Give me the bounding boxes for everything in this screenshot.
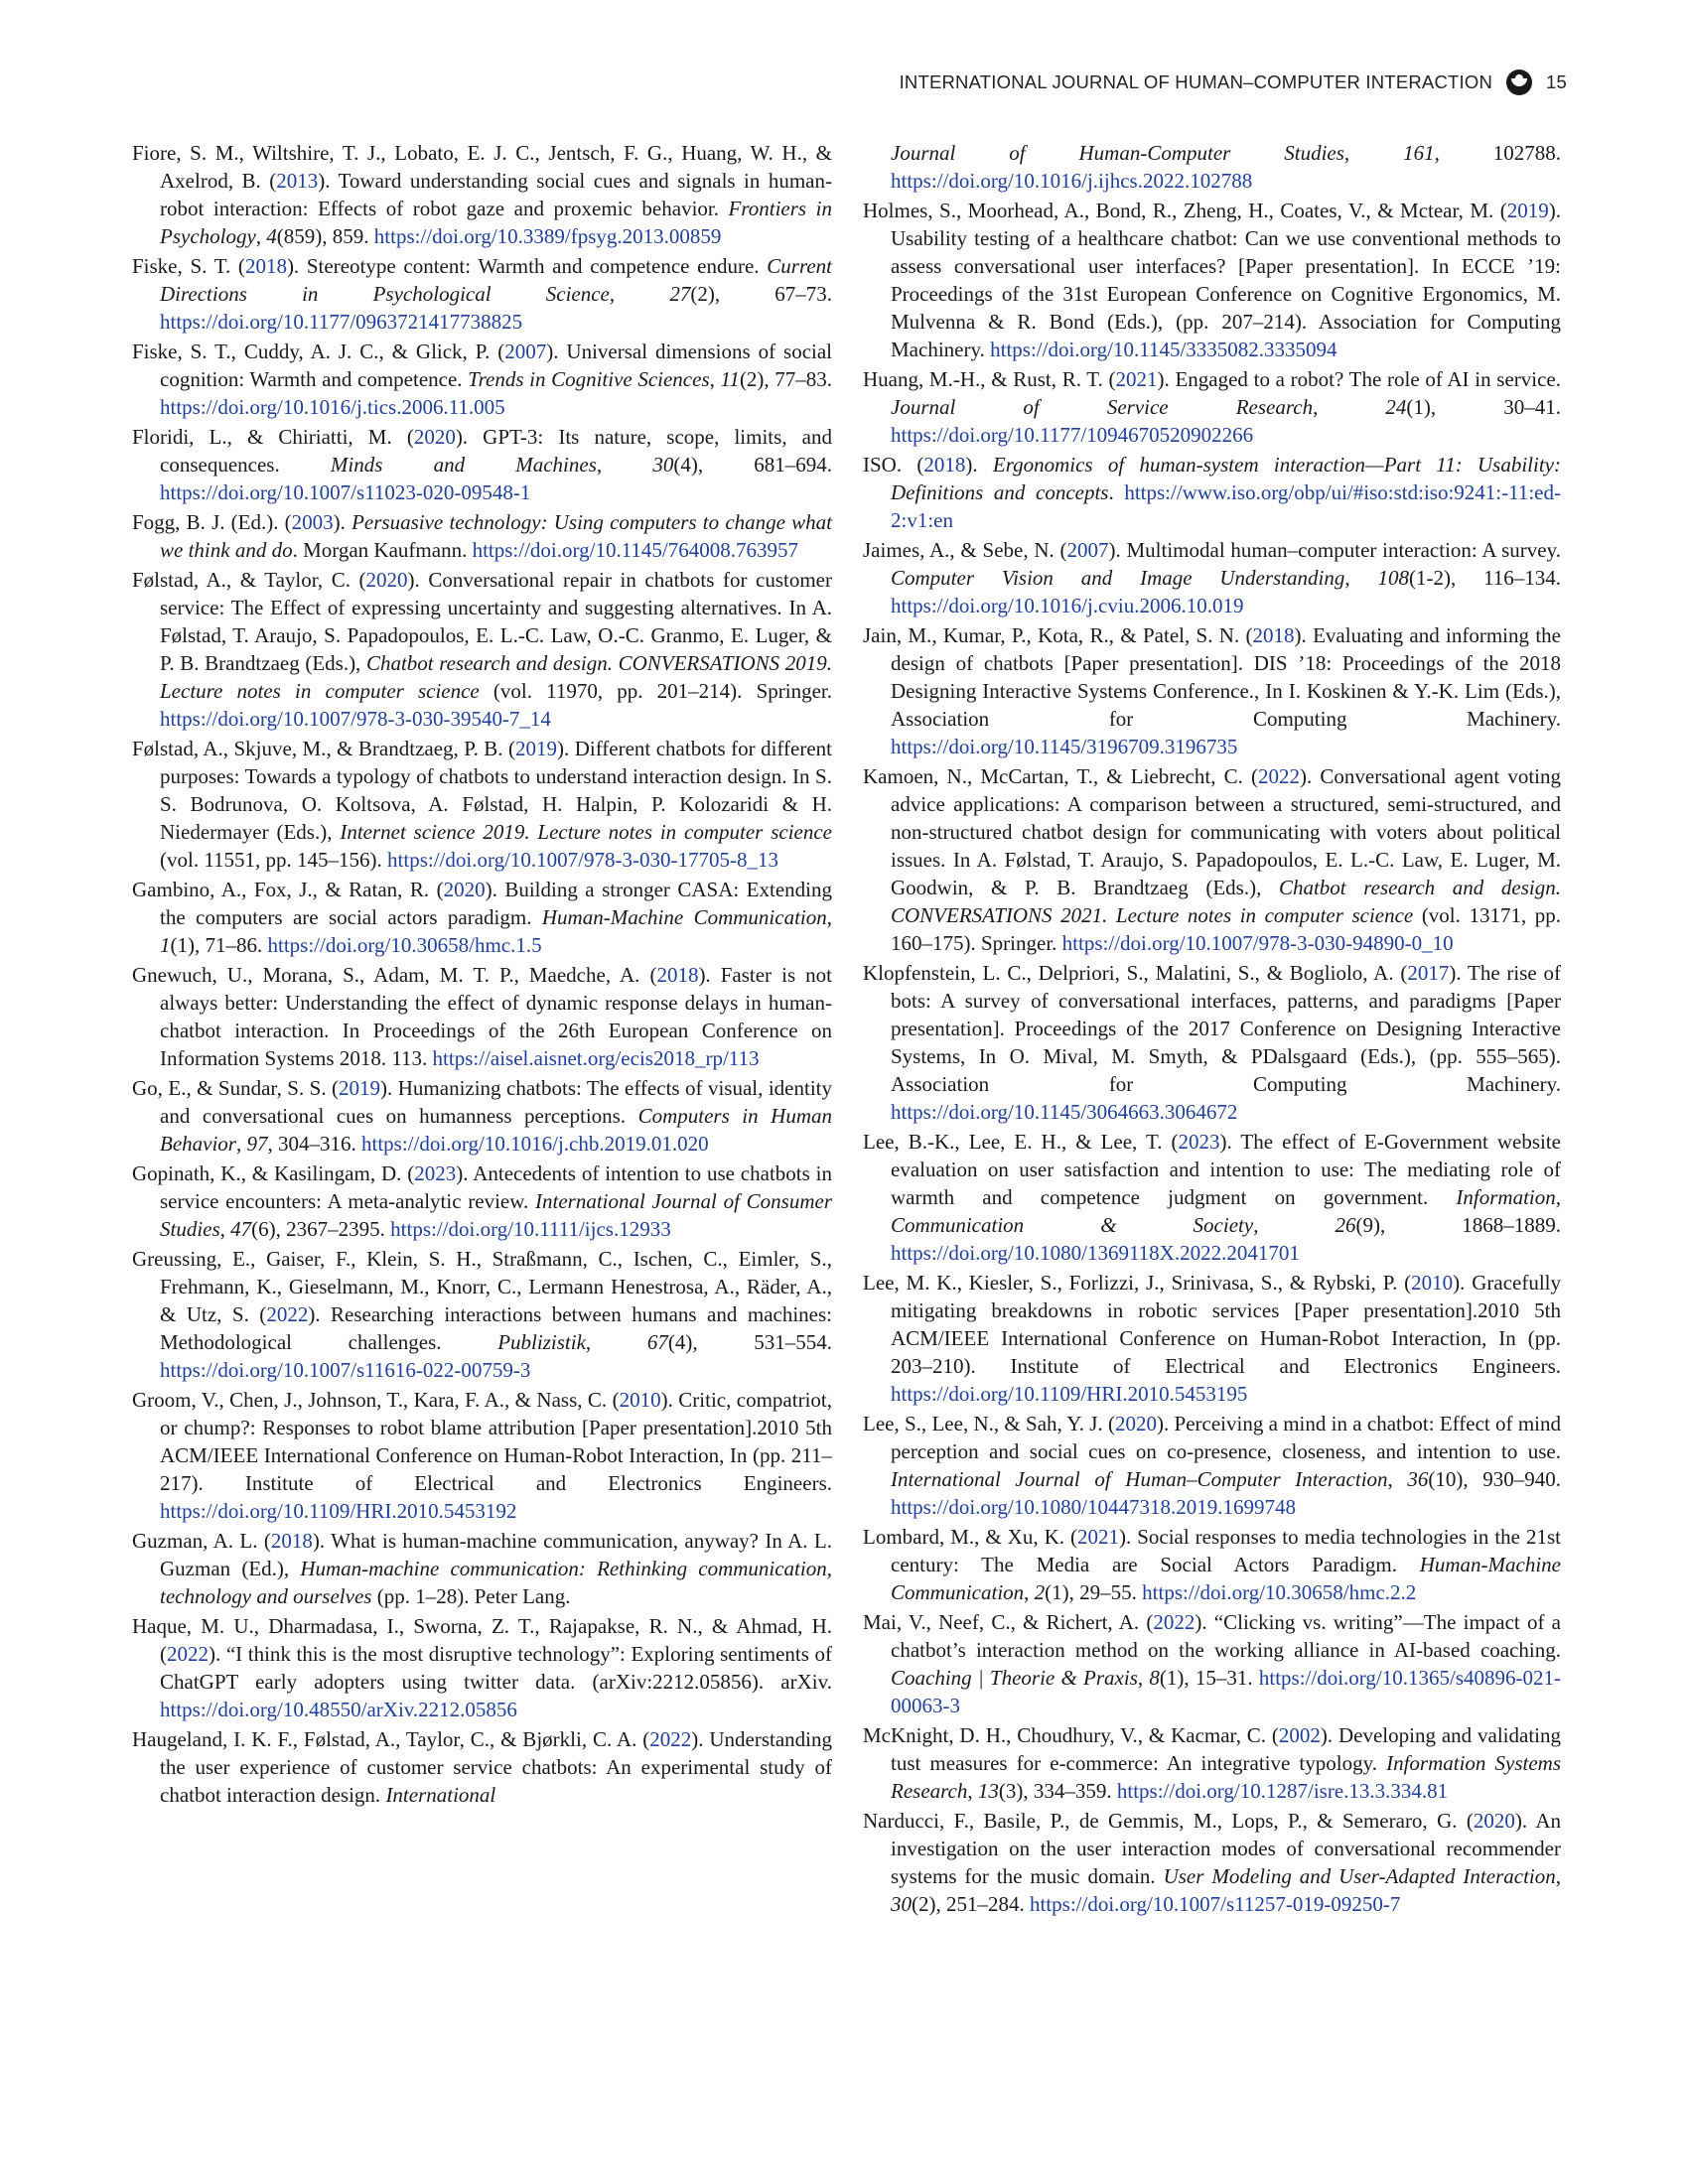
reference-venue: Human-Machine Communication — [541, 905, 827, 929]
reference-text: , — [1137, 1666, 1150, 1690]
reference-text: ). Universal dimensions of social cognition: Warmth and competence. — [160, 340, 833, 391]
reference-text: , 304–316. — [267, 1132, 361, 1156]
reference-entry — [863, 451, 1561, 534]
reference-year-link[interactable]: 2019 — [515, 737, 557, 760]
reference-text: , — [219, 1217, 231, 1241]
reference-entry — [863, 1721, 1561, 1805]
publisher-logo-icon — [1506, 69, 1532, 95]
reference-year-link[interactable]: 2023 — [1178, 1130, 1220, 1154]
reference-authors: Go, E., & Sundar, S. S. ( — [132, 1076, 340, 1100]
reference-authors: Lombard, M., & Xu, K. ( — [863, 1525, 1077, 1549]
reference-year-link[interactable]: 2018 — [244, 254, 287, 278]
reference-entry — [863, 1523, 1561, 1606]
reference-text: ). Conversational agent voting advice applications: A comparison between a structured, semi-structured, and non-structured chatbot design for communicating with voters about political issues. In A. Følstad, T. Araujo, S. Papadopoulos, E. L.-C. Law, E. Luger, M. Goodwin, & P. B. Brandtzaeg (Eds.), — [891, 764, 1561, 899]
reference-entry — [132, 1612, 832, 1723]
reference-text: ). An investigation on the user interaction modes of conversational recommender systems for the music domain. — [891, 1809, 1561, 1888]
reference-authors: Fiske, S. T. ( — [132, 254, 245, 278]
reference-venue: Human-Machine Communication — [891, 1553, 1561, 1604]
reference-venue: Publizistik — [497, 1330, 586, 1354]
reference-authors: Lee, M. K., Kiesler, S., Forlizzi, J., Srinivasa, S., & Rybski, P. ( — [863, 1271, 1412, 1295]
reference-doi-link[interactable]: https://doi.org/10.1016/j.chb.2019.01.020 — [360, 1132, 709, 1156]
reference-venue: Computers in Human Behavior — [160, 1104, 832, 1156]
reference-venue: Information Systems Research — [891, 1751, 1561, 1803]
reference-year-link[interactable]: 2022 — [1153, 1610, 1196, 1634]
reference-doi-link[interactable]: https://doi.org/10.1007/978-3-030-94890-0_10 — [1061, 931, 1454, 955]
reference-text: ). Engaged to a robot? The role of AI in service. — [1157, 367, 1561, 391]
reference-text: ). “I think this is the most disruptive technology”: Exploring sentiments of ChatGPT early adopters using twitter data. (arXiv:2212.05856). arXiv. — [160, 1642, 832, 1694]
reference-authors: Fogg, B. J. (Ed.). ( — [132, 510, 292, 534]
reference-text: ). Social responses to media technologies in the 21st century: The Media are Social Actors Paradigm. — [891, 1525, 1561, 1576]
reference-entry — [863, 762, 1561, 957]
reference-entry — [863, 1269, 1561, 1408]
reference-text: (1), 29–55. — [1045, 1580, 1143, 1604]
reference-venue: Information, Communication & Society — [891, 1185, 1561, 1237]
reference-year-link[interactable]: 2018 — [270, 1529, 313, 1553]
reference-year-link[interactable]: 2020 — [443, 878, 486, 901]
reference-volume: 2 — [1034, 1580, 1046, 1604]
reference-volume: 67 — [646, 1330, 668, 1354]
reference-text: (pp. 1–28). Peter Lang. — [371, 1584, 571, 1608]
reference-entry — [863, 197, 1561, 363]
reference-authors: Guzman, A. L. ( — [132, 1529, 271, 1553]
reference-text: ). Evaluating and informing the design of chatbots [Paper presentation]. DIS ’18: Proceedings of the 2018 Designing Interactive Systems Conference., In I. Koskinen & Y.-K. Lim (Eds.), Association for Computing Machinery. — [891, 623, 1561, 731]
reference-text: ). The effect of E-Government website evaluation on user satisfaction and intention to use: The mediating role of warmth and competence judgment on government. — [891, 1130, 1561, 1209]
reference-volume: 30 — [891, 1892, 912, 1916]
reference-text: ). Understanding the user experience of customer service chatbots: An experimental study of chatbot interaction design. — [160, 1727, 833, 1807]
reference-authors: Gnewuch, U., Morana, S., Adam, M. T. P., Maedche, A. ( — [132, 963, 657, 987]
reference-authors: Jaimes, A., & Sebe, N. ( — [863, 538, 1067, 562]
journal-title: INTERNATIONAL JOURNAL OF HUMAN–COMPUTER INTERACTION — [899, 71, 1493, 92]
reference-column-left — [132, 139, 832, 1811]
reference-venue: Ergonomics of human-system interaction—Part 11: Usability: Definitions and concepts — [891, 453, 1561, 504]
reference-text: ). Usability testing of a healthcare chatbot: Can we use conventional methods to assess conversational user interfaces? [Paper presentation]. In ECCE ’19: Proceedings of the 31st European Conference on Cognitive Ergonomics, M. Mulvenna & R. Bond (Eds.), (pp. 207–214). Association for Computing Machinery. — [891, 199, 1561, 361]
reference-year-link[interactable]: 2021 — [1115, 367, 1158, 391]
reference-venue: Coaching | Theorie & Praxis — [891, 1666, 1138, 1690]
reference-entry — [132, 252, 832, 336]
reference-text: (vol. 11970, pp. 201–214). Springer. — [479, 679, 832, 703]
reference-venue: Journal of Human-Computer Studies — [891, 141, 1344, 165]
reference-year-link[interactable]: 2022 — [649, 1727, 692, 1751]
reference-authors: Haque, M. U., Dharmadasa, I., Sworna, Z. T., Rajapakse, R. N., & Ahmad, H. ( — [132, 1614, 832, 1666]
reference-entry — [132, 1725, 832, 1809]
reference-doi-link[interactable]: https://doi.org/10.1145/3335082.3335094 — [990, 338, 1337, 361]
reference-text: (10), 930–940. — [1428, 1467, 1561, 1491]
reference-entry — [132, 566, 832, 733]
reference-text: ). Conversational repair in chatbots for customer service: The Effect of expressing uncertainty and suggesting alternatives. In A. Følstad, T. Araujo, S. Papadopoulos, E. L.-C. Law, O.-C. Granmo, E. Luger, & P. B. Brandtzaeg (Eds.), — [160, 568, 832, 675]
reference-volume: 30 — [652, 453, 674, 477]
reference-authors: Floridi, L., & Chiriatti, M. ( — [132, 425, 414, 449]
reference-text: ). — [965, 453, 993, 477]
reference-text: (4), 681–694. — [673, 453, 832, 477]
reference-text: ). Toward understanding social cues and signals in human-robot interaction: Effects of robot gaze and proxemic behavior. — [160, 169, 832, 220]
reference-text: ). Critic, compatriot, or chump?: Responses to robot blame attribution [Paper presentation].2010 5th ACM/IEEE International Conference on Human-Robot Interaction, In (pp. 211–217). Institute of Electrical and Electronics Engineers. — [160, 1388, 832, 1495]
reference-volume: 13 — [977, 1779, 999, 1803]
reference-text: (859), 859. — [276, 224, 374, 248]
reference-venue: Minds and Machines — [330, 453, 597, 477]
reference-year-link[interactable]: 2010 — [1411, 1271, 1454, 1295]
running-header — [900, 69, 1567, 95]
reference-year-link[interactable]: 2019 — [339, 1076, 381, 1100]
reference-authors: Jain, M., Kumar, P., Kota, R., & Patel, S. N. ( — [863, 623, 1253, 647]
reference-text: (2), 77–83. — [739, 367, 833, 391]
reference-authors: Greussing, E., Gaiser, F., Klein, S. H., Straßmann, C., Ischen, C., Eimler, S., Frehmann, K., Gieselmann, M., Knorr, C., Lermann Henestrosa, A., Räder, A., & Utz, S. ( — [132, 1247, 832, 1326]
reference-authors: Haugeland, I. K. F., Følstad, A., Taylor, C., & Bjørkli, C. A. ( — [132, 1727, 650, 1751]
reference-venue: International Journal of Human–Computer Interaction — [891, 1467, 1388, 1491]
reference-entry — [132, 1386, 832, 1525]
reference-doi-link[interactable]: https://doi.org/10.1145/3064663.3064672 — [891, 1100, 1238, 1124]
reference-entry — [863, 1807, 1561, 1918]
reference-doi-link[interactable]: https://doi.org/10.1007/978-3-030-39540-7_14 — [160, 707, 551, 731]
reference-text: , — [1024, 1580, 1035, 1604]
reference-authors: Lee, S., Lee, N., & Sah, Y. J. ( — [863, 1412, 1115, 1435]
reference-text: , — [1387, 1467, 1408, 1491]
reference-volume: 47 — [230, 1217, 252, 1241]
reference-text: ). “Clicking vs. writing”—The impact of a chatbot’s interaction method on the working alliance in AI-based coaching. — [891, 1610, 1561, 1662]
reference-volume: 4 — [266, 224, 277, 248]
reference-text: , — [1344, 566, 1378, 590]
reference-text: , — [1253, 1213, 1336, 1237]
reference-entry — [863, 1410, 1561, 1521]
reference-venue: Frontiers in Psychology — [160, 197, 832, 248]
reference-year-link[interactable]: 2018 — [656, 963, 699, 987]
reference-year-link[interactable]: 2010 — [619, 1388, 661, 1412]
reference-year-link[interactable]: 2019 — [1506, 199, 1549, 222]
reference-column-right — [863, 139, 1561, 1920]
reference-venue: Internet science 2019. Lecture notes in computer science — [340, 820, 833, 844]
reference-year-link[interactable]: 2003 — [291, 510, 334, 534]
reference-text: ). Different chatbots for different purposes: Towards a typology of chatbots to understand interaction design. In S. S. Bodrunova, O. Koltsova, A. Følstad, H. Halpin, P. Kolozaridi & H. Niedermayer (Eds.), — [160, 737, 832, 844]
reference-text: ). Gracefully mitigating breakdowns in robotic services [Paper presentation].2010 5th ACM/IEEE International Conference on Human-Robot Interaction, In (pp. 203–210). Institute of Electrical and Electronics Engineers. — [891, 1271, 1561, 1378]
reference-authors: Kamoen, N., McCartan, T., & Liebrecht, C. ( — [863, 764, 1259, 788]
reference-venue: Trends in Cognitive Sciences — [468, 367, 710, 391]
reference-doi-link[interactable]: https://doi.org/10.1080/1369118X.2022.2041701 — [891, 1241, 1300, 1265]
reference-authors: Narducci, F., Basile, P., de Gemmis, M., Lops, P., & Semeraro, G. ( — [863, 1809, 1474, 1833]
reference-venue: International Journal of Consumer Studies — [160, 1189, 833, 1241]
reference-text: (2), 251–284. — [912, 1892, 1030, 1916]
reference-text: ). Humanizing chatbots: The effects of visual, identity and conversational cues on humanness perceptions. — [160, 1076, 832, 1128]
reference-text: (1), 15–31. — [1159, 1666, 1259, 1690]
reference-text: ). Faster is not always better: Understanding the effect of dynamic response delays in human-chatbot interaction. In Proceedings of the 26th European Conference on Information Systems 2018. 113. — [160, 963, 833, 1070]
reference-venue: Chatbot research and design. CONVERSATIONS 2021. Lecture notes in computer science — [891, 876, 1561, 927]
reference-text: (3), 334–359. — [998, 1779, 1117, 1803]
reference-text: , — [596, 453, 653, 477]
reference-entry — [863, 365, 1561, 449]
reference-text: (2), 67–73. — [690, 282, 833, 306]
reference-venue: User Modeling and User-Adapted Interaction — [1163, 1864, 1556, 1888]
reference-text: ). Developing and validating tust measures for e-commerce: An integrative typology. — [891, 1723, 1561, 1775]
reference-authors: Følstad, A., Skjuve, M., & Brandtzaeg, P. B. ( — [132, 737, 515, 760]
reference-entry — [132, 1160, 832, 1243]
reference-doi-link[interactable]: https://doi.org/10.30658/hmc.2.2 — [1142, 1580, 1417, 1604]
reference-text: (vol. 13171, pp. 160–175). Springer. — [891, 903, 1561, 955]
reference-text: ). Stereotype content: Warmth and competence endure. — [286, 254, 768, 278]
reference-text: , — [826, 905, 832, 929]
reference-venue: Chatbot research and design. CONVERSATIONS 2019. Lecture notes in computer science — [160, 651, 832, 703]
reference-volume: 108 — [1377, 566, 1409, 590]
reference-text: (1-2), 116–134. — [1408, 566, 1562, 590]
reference-entry — [132, 876, 832, 959]
reference-venue: Human-machine communication: Rethinking communication, technology and ourselves — [160, 1557, 832, 1608]
reference-venue: Current Directions in Psychological Science — [160, 254, 832, 306]
reference-entry — [863, 959, 1561, 1126]
reference-text: (vol. 11551, pp. 145–156). — [160, 848, 388, 872]
reference-doi-link[interactable]: https://doi.org/10.1177/1094670520902266 — [891, 423, 1254, 447]
reference-volume: 97 — [246, 1132, 268, 1156]
reference-year-link[interactable]: 2018 — [923, 453, 966, 477]
reference-doi-link[interactable]: https://doi.org/10.1109/HRI.2010.5453192 — [160, 1499, 517, 1523]
reference-year-link[interactable]: 2007 — [1066, 538, 1109, 562]
reference-authors: Groom, V., Chen, J., Johnson, T., Kara, F. A., & Nass, C. ( — [132, 1388, 620, 1412]
reference-doi-link[interactable]: https://doi.org/10.1007/s11023-020-09548-1 — [160, 480, 531, 504]
reference-venue: Computer Vision and Image Understanding — [891, 566, 1345, 590]
reference-year-link[interactable]: 2018 — [1252, 623, 1295, 647]
reference-authors: Fiore, S. M., Wiltshire, T. J., Lobato, E. J. C., Jentsch, F. G., Huang, W. H., & Axelrod, B. ( — [132, 141, 832, 193]
reference-text: (6), 2367–2395. — [251, 1217, 391, 1241]
reference-doi-link[interactable]: https://doi.org/10.30658/hmc.1.5 — [267, 933, 542, 957]
reference-doi-link[interactable]: https://doi.org/10.1007/978-3-030-17705-8_13 — [387, 848, 778, 872]
reference-entry — [132, 961, 832, 1072]
reference-year-link[interactable]: 2007 — [504, 340, 547, 363]
reference-doi-link[interactable]: https://doi.org/10.1016/j.ijhcs.2022.102788 — [891, 169, 1253, 193]
reference-entry — [863, 536, 1561, 619]
reference-year-link[interactable]: 2022 — [1258, 764, 1301, 788]
reference-text: , — [967, 1779, 978, 1803]
reference-year-link[interactable]: 2017 — [1407, 961, 1450, 985]
reference-authors: ISO. ( — [863, 453, 924, 477]
reference-text: ). Multimodal human–computer interaction: A survey. — [1108, 538, 1561, 562]
reference-text: , — [1555, 1864, 1561, 1888]
reference-volume: 11 — [720, 367, 740, 391]
reference-entry — [863, 621, 1561, 760]
reference-text: ). Researching interactions between humans and machines: Methodological challenges. — [160, 1302, 833, 1354]
reference-entry — [132, 508, 832, 564]
reference-text: , — [585, 1330, 647, 1354]
reference-year-link[interactable]: 2021 — [1076, 1525, 1119, 1549]
reference-year-link[interactable]: 2020 — [365, 568, 408, 592]
reference-text: . — [1108, 480, 1125, 504]
reference-text: ). What is human-machine communication, anyway? In A. L. Guzman (Ed.), — [160, 1529, 832, 1580]
reference-text: (1), 71–86. — [170, 933, 268, 957]
reference-venue: Persuasive technology: Using computers to change what we think and do — [160, 510, 832, 562]
reference-text: ). Building a stronger CASA: Extending the computers are social actors paradigm. — [160, 878, 832, 929]
reference-entry — [863, 139, 1561, 195]
reference-volume: 8 — [1149, 1666, 1160, 1690]
reference-volume: 27 — [669, 282, 691, 306]
reference-doi-link[interactable]: https://www.iso.org/obp/ui/#iso:std:iso:9241:-11:ed-2:v1:en — [891, 480, 1561, 532]
reference-text: , — [1313, 395, 1386, 419]
reference-year-link[interactable]: 2022 — [167, 1642, 209, 1666]
reference-doi-link[interactable]: https://doi.org/10.1007/s11616-022-00759-3 — [160, 1358, 531, 1382]
reference-authors: Mai, V., Neef, C., & Richert, A. ( — [863, 1610, 1154, 1634]
reference-entry — [863, 1608, 1561, 1719]
reference-text: ). GPT-3: Its nature, scope, limits, and consequences. — [160, 425, 832, 477]
reference-volume: 1 — [160, 933, 171, 957]
reference-text: . Morgan Kaufmann. — [292, 538, 473, 562]
reference-text: , 102788. — [1434, 141, 1561, 165]
reference-text: ). The rise of bots: A survey of conversational interfaces, patterns, and paradigms [Paper presentation]. Proceedings of the 2017 Conference on Designing Interactive Systems, In O. Mival, M. Smyth, & PDalsgaard (Eds.), (pp. 555–565). Association for Computing Machinery. — [891, 961, 1561, 1096]
reference-text: ). Antecedents of intention to use chatbots in service encounters: A meta-analytic review. — [160, 1161, 832, 1213]
reference-text: , — [255, 224, 267, 248]
reference-volume: 36 — [1407, 1467, 1429, 1491]
reference-doi-link[interactable]: https://doi.org/10.3389/fpsyg.2013.00859 — [373, 224, 722, 248]
reference-authors: Gopinath, K., & Kasilingam, D. ( — [132, 1161, 415, 1185]
reference-entry — [132, 338, 832, 421]
reference-authors: Fiske, S. T., Cuddy, A. J. C., & Glick, P. ( — [132, 340, 505, 363]
reference-volume: 26 — [1335, 1213, 1356, 1237]
reference-venue: Journal of Service Research — [891, 395, 1314, 419]
reference-year-link[interactable]: 2002 — [1278, 1723, 1321, 1747]
reference-doi-link[interactable]: https://doi.org/10.1080/10447318.2019.1699748 — [891, 1495, 1296, 1519]
reference-volume: 161 — [1403, 141, 1435, 165]
reference-authors: Klopfenstein, L. C., Delpriori, S., Malatini, S., & Bogliolo, A. ( — [863, 961, 1408, 985]
reference-doi-link[interactable]: https://doi.org/10.1145/3196709.3196735 — [891, 735, 1238, 758]
reference-entry — [132, 1074, 832, 1158]
reference-text: , — [709, 367, 721, 391]
page-number: 15 — [1546, 71, 1567, 92]
reference-year-link[interactable]: 2020 — [1473, 1809, 1515, 1833]
reference-doi-link[interactable]: https://doi.org/10.1109/HRI.2010.5453195 — [891, 1382, 1248, 1406]
reference-doi-link[interactable]: https://doi.org/10.1016/j.cviu.2006.10.019 — [891, 594, 1244, 617]
reference-year-link[interactable]: 2013 — [276, 169, 319, 193]
reference-authors: Lee, B.-K., Lee, E. H., & Lee, T. ( — [863, 1130, 1179, 1154]
reference-text: ). — [333, 510, 352, 534]
reference-entry — [132, 735, 832, 874]
reference-year-link[interactable]: 2023 — [414, 1161, 457, 1185]
reference-text: (4), 531–554. — [667, 1330, 832, 1354]
reference-text: (1), 30–41. — [1406, 395, 1561, 419]
reference-authors: Gambino, A., Fox, J., & Ratan, R. ( — [132, 878, 444, 901]
reference-authors: Holmes, S., Moorhead, A., Bond, R., Zheng, H., Coates, V., & Mctear, M. ( — [863, 199, 1507, 222]
reference-text: , — [609, 282, 670, 306]
reference-year-link[interactable]: 2020 — [1115, 1412, 1157, 1435]
reference-year-link[interactable]: 2020 — [413, 425, 456, 449]
reference-doi-link[interactable]: https://doi.org/10.1111/ijcs.12933 — [390, 1217, 671, 1241]
reference-doi-link[interactable]: https://doi.org/10.1007/s11257-019-09250-7 — [1030, 1892, 1401, 1916]
reference-volume: 24 — [1385, 395, 1407, 419]
reference-text: , — [235, 1132, 247, 1156]
reference-venue: International — [385, 1783, 496, 1807]
reference-entry — [132, 1245, 832, 1384]
reference-text: ). Perceiving a mind in a chatbot: Effect of mind perception and social cues on co-presence, closeness, and intention to use. — [891, 1412, 1561, 1463]
reference-entry — [132, 139, 832, 250]
reference-year-link[interactable]: 2022 — [266, 1302, 309, 1326]
reference-entry — [132, 1527, 832, 1610]
reference-authors: McKnight, D. H., Choudhury, V., & Kacmar, C. ( — [863, 1723, 1279, 1747]
reference-text: , — [1343, 141, 1404, 165]
reference-doi-link[interactable]: https://doi.org/10.1177/0963721417738825 — [160, 310, 523, 334]
reference-entry — [132, 423, 832, 506]
reference-doi-link[interactable]: https://doi.org/10.1287/isre.13.3.334.81 — [1116, 1779, 1449, 1803]
reference-doi-link[interactable]: https://doi.org/10.1016/j.tics.2006.11.005 — [160, 395, 505, 419]
reference-doi-link[interactable]: https://doi.org/10.1365/s40896-021-00063-3 — [891, 1666, 1561, 1717]
reference-text: (9), 1868–1889. — [1355, 1213, 1561, 1237]
reference-authors: Følstad, A., & Taylor, C. ( — [132, 568, 366, 592]
reference-authors: Huang, M.-H., & Rust, R. T. ( — [863, 367, 1116, 391]
reference-doi-link[interactable]: https://aisel.aisnet.org/ecis2018_rp/113 — [432, 1046, 760, 1070]
reference-entry — [863, 1128, 1561, 1267]
reference-doi-link[interactable]: https://doi.org/10.48550/arXiv.2212.05856 — [160, 1698, 517, 1721]
reference-doi-link[interactable]: https://doi.org/10.1145/764008.763957 — [472, 538, 799, 562]
